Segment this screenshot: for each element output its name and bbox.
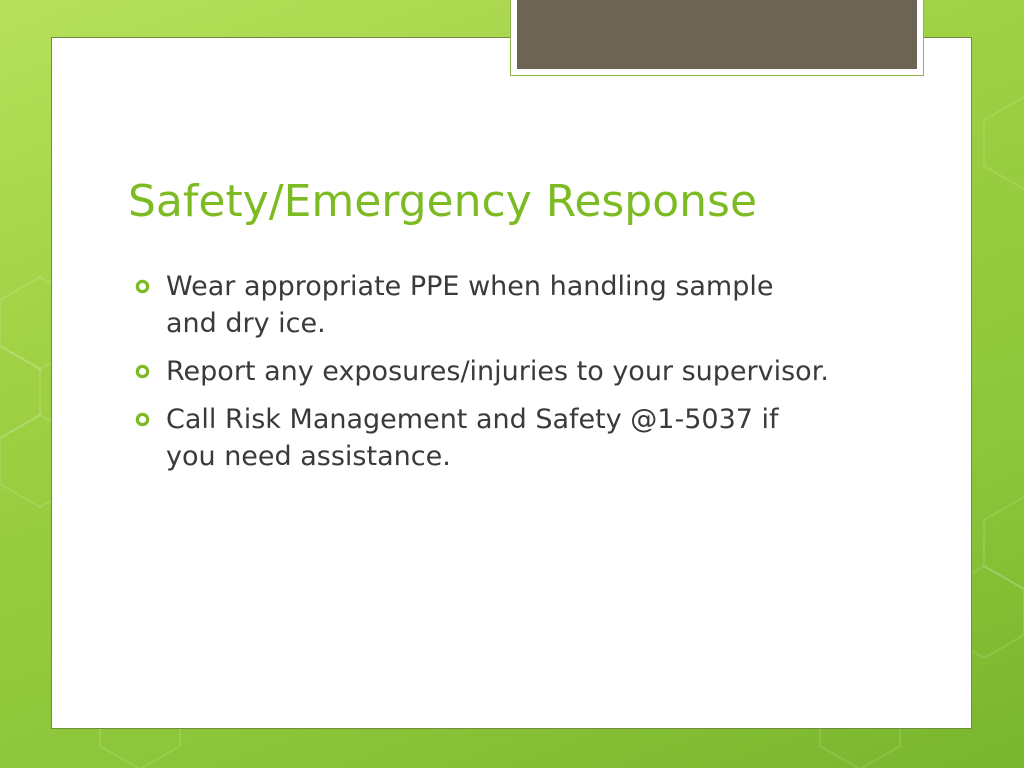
- bullet-item: [132, 353, 832, 390]
- header-tab-block: [517, 0, 917, 69]
- bullet-list: [132, 268, 832, 486]
- bullet-item: [132, 401, 832, 475]
- slide-title: Safety/Emergency Response: [128, 176, 758, 227]
- header-tab: [510, 0, 924, 76]
- ring-bullet-icon: [135, 412, 150, 427]
- bullet-item: [132, 268, 832, 342]
- ring-bullet-icon: [135, 279, 150, 294]
- bullet-text: Wear appropriate PPE when handling sample and dry ice.: [166, 271, 774, 339]
- bullet-text: Call Risk Management and Safety @1-5037 if you need assistance.: [166, 404, 779, 472]
- ring-bullet-icon: [135, 364, 150, 379]
- bullet-text: Report any exposures/injuries to your supervisor.: [166, 356, 829, 387]
